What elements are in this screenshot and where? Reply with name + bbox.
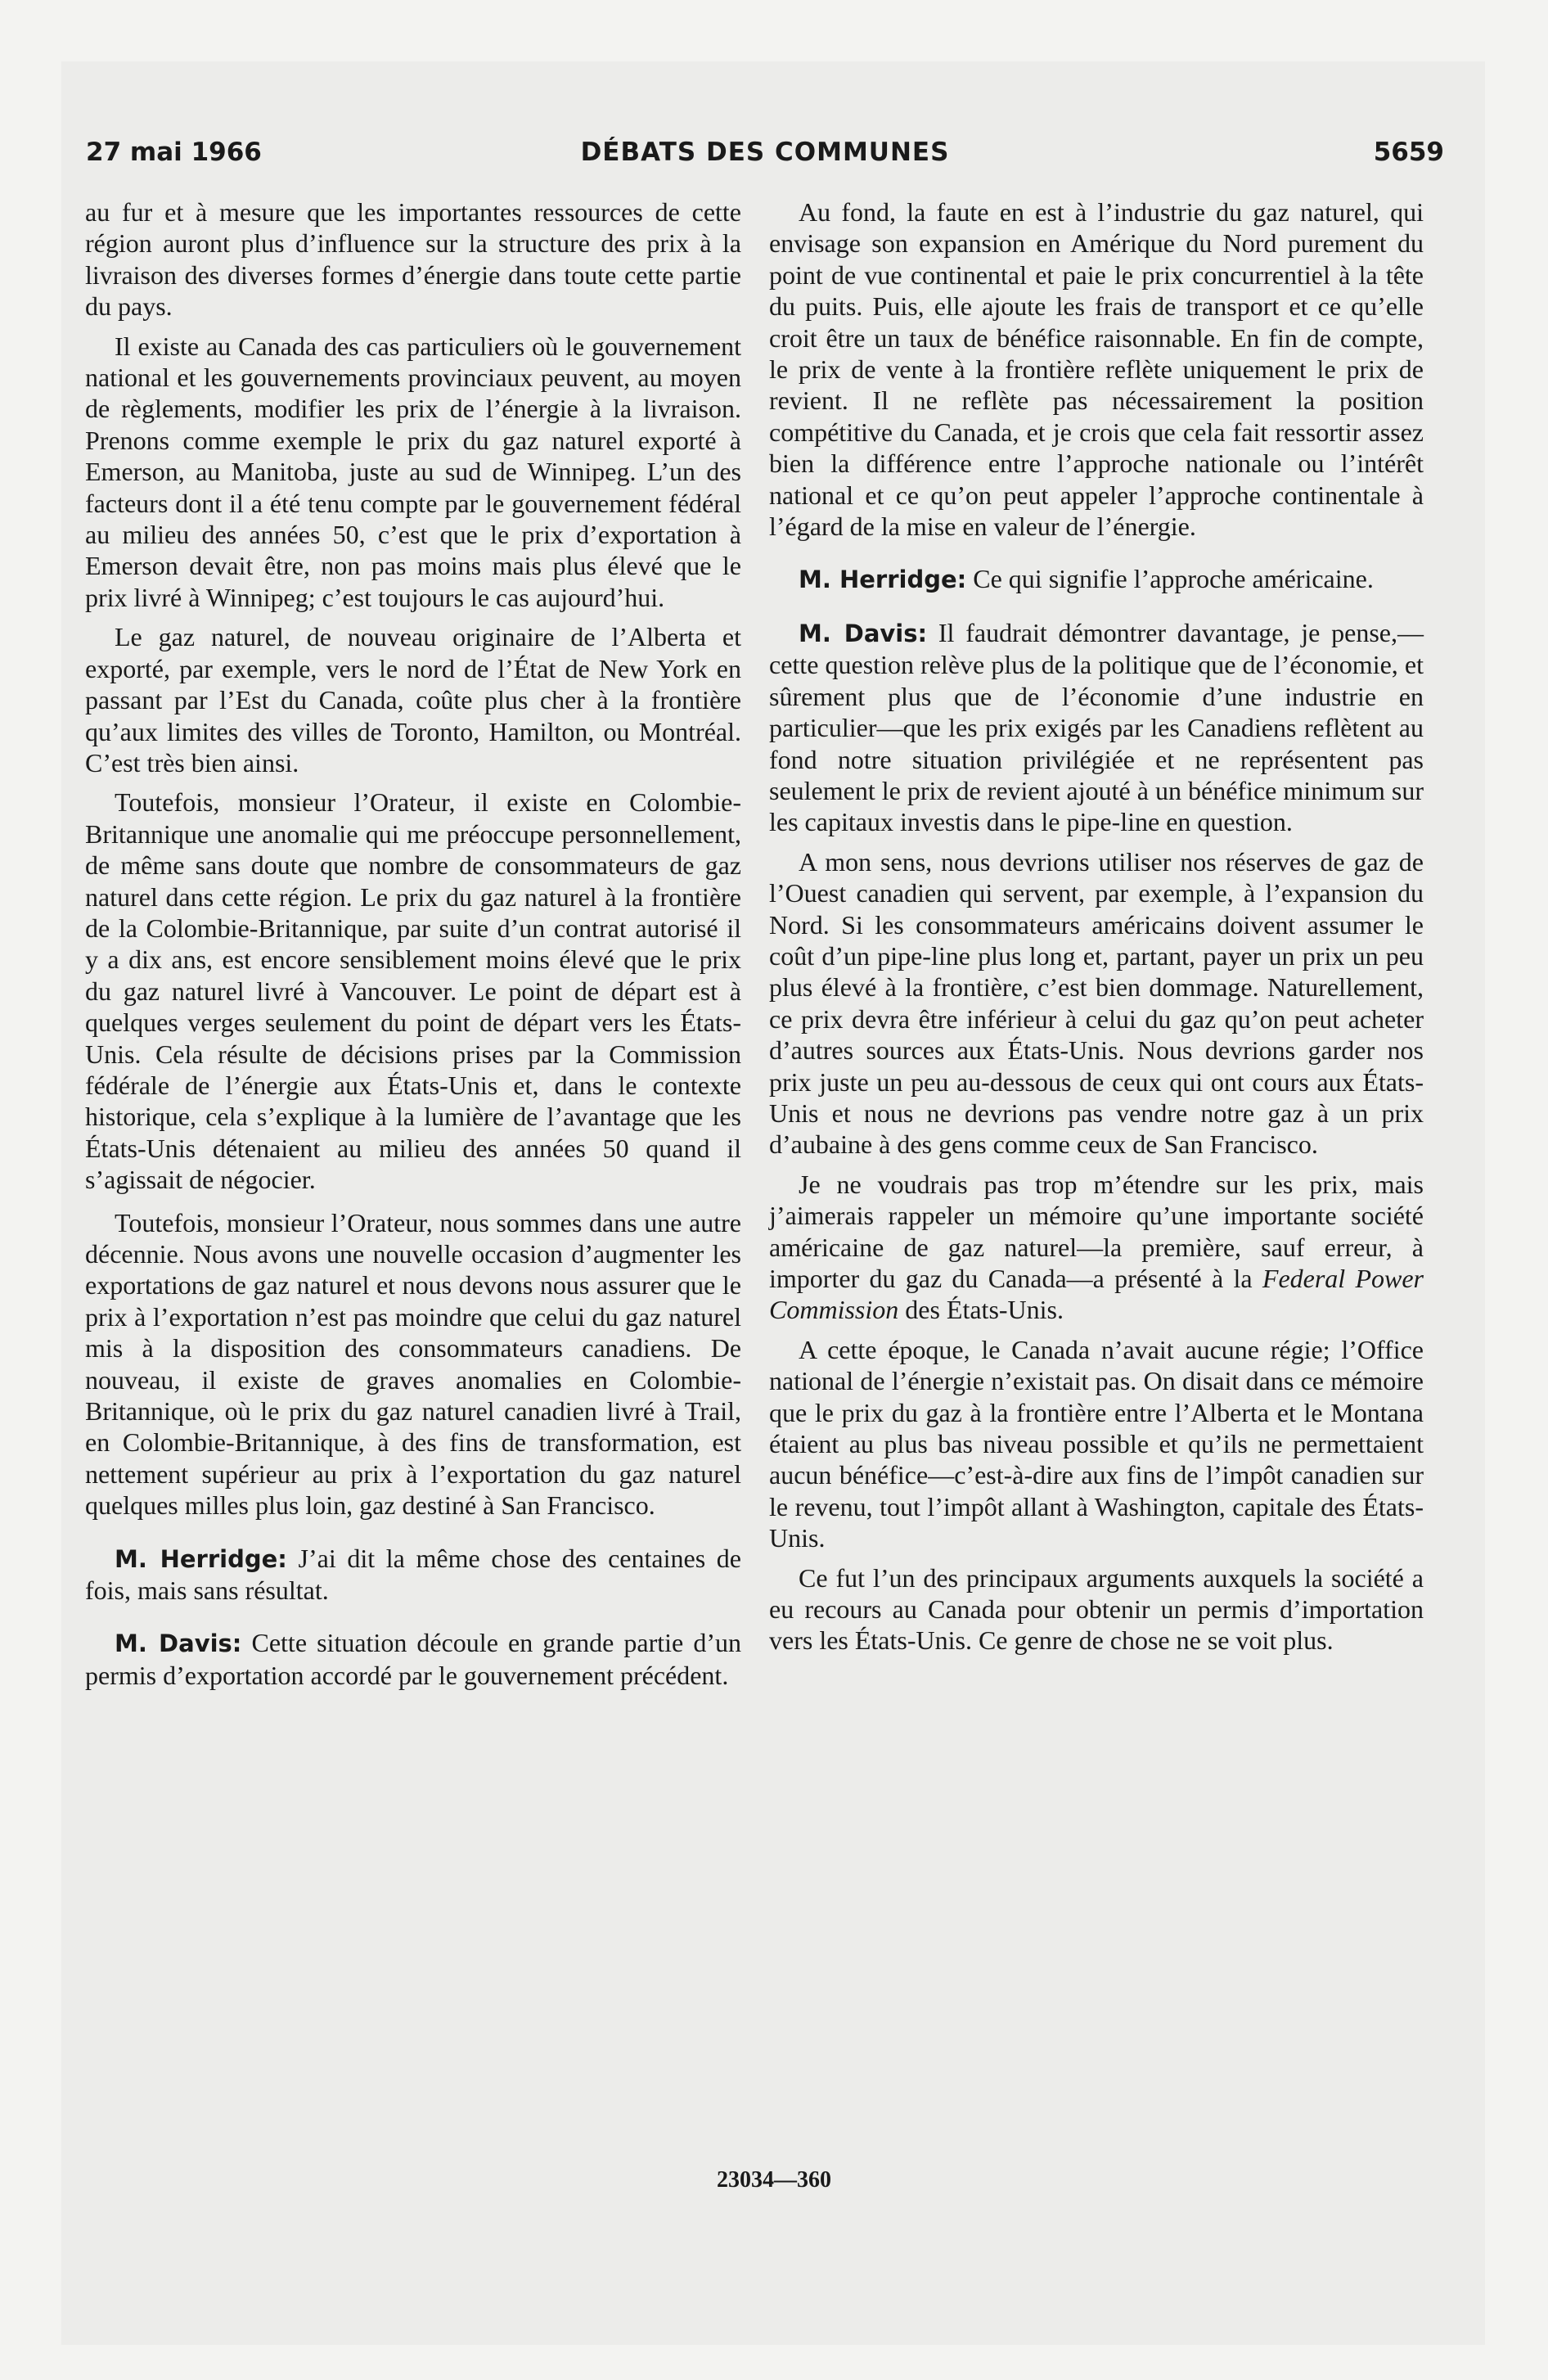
header-page-number: 5659 xyxy=(1373,137,1444,167)
header-title: DÉBATS DES COMMUNES xyxy=(580,137,950,167)
page-header xyxy=(86,137,1444,177)
speech-text: Ce qui signifie l’approche américaine. xyxy=(966,564,1374,594)
paragraph xyxy=(769,1169,1424,1326)
paragraph: A mon sens, nous devrions utiliser nos réserves de gaz de l’Ouest canadien qui servent, par exemple, à l’expansion du Nord. Si les consommateurs américains doivent assumer le coût d’un pipe-line plus long et, partant, payer un prix un peu plus élevé à la frontière, c’est bien dommage. Naturellement, ce prix devra être inférieur à celui du gaz qu’on peut acheter d’autres sources aux États-Unis. Nous devrions garder nos prix juste un peu au-dessous de ceux qui ont cours aux États-Unis et nous ne devrions pas vendre notre gaz à un prix d’aubaine à des gens comme ceux de San Francisco. xyxy=(769,846,1424,1160)
paragraph: Il existe au Canada des cas particuliers où le gouvernement national et les gouvernements provinciaux peuvent, au moyen de règlements, modifier les prix de l’énergie à la livraison. Prenons comme exemple le prix du gaz naturel exporté à Emerson, au Manitoba, juste au sud de Winnipeg. L’un des facteurs dont il a été tenu compte par le gouvernement fédéral au milieu des années 50, c’est que le prix d’exportation à Emerson devait être, non pas moins mais plus élevé que le prix livré à Winnipeg; c’est toujours le cas aujourd’hui. xyxy=(85,331,741,612)
header-date: 27 mai 1966 xyxy=(86,137,262,167)
paragraph-text: Je ne voudrais pas trop m’étendre sur les prix, mais j’aimerais rappeler un mémoire qu’une importante société américaine de gaz naturel—la première, sauf erreur, à importer du gaz du Canada—a présenté à la xyxy=(769,1169,1424,1293)
speaker-paragraph xyxy=(769,563,1424,595)
speech-text: Cette situation découle en grande partie d’un permis d’exportation accordé par le gouvernement précédent. xyxy=(85,1628,741,1690)
italic-agency-name: Federal Power Commission xyxy=(769,1264,1424,1325)
speaker-paragraph xyxy=(769,617,1424,838)
paragraph: A cette époque, le Canada n’avait aucune régie; l’Office national de l’énergie n’existait pas. On disait dans ce mémoire que le prix du gaz à la frontière entre l’Alberta et le Montana étaient au plus bas niveau possible et qu’ils ne permettaient aucun bénéfice—c’est-à-dire aux fins de l’impôt canadien sur le revenu, tout l’impôt allant à Washington, capitale des États-Unis. xyxy=(769,1334,1424,1553)
speaker-name: M. Herridge: xyxy=(115,1544,287,1573)
paragraph: Toutefois, monsieur l’Orateur, il existe en Colombie-Britannique une anomalie qui me préoccupe personnellement, de même sans doute que nombre de consommateurs de gaz naturel dans cette région. Le prix du gaz naturel à la frontière de la Colombie-Britannique, par suite d’un contrat autorisé il y a dix ans, est encore sensiblement moins élevé que le prix du gaz naturel livré à Vancouver. Le point de départ est à quelques verges seulement du point de départ vers les États-Unis. Cela résulte de décisions prises par la Commission fédérale de l’énergie aux États-Unis et, dans le contexte historique, cela s’explique à la lumière de l’avantage que les États-Unis détenaient au milieu des années 50 quand il s’agissait de négocier. xyxy=(85,787,741,1195)
speaker-name: M. Davis: xyxy=(799,619,928,647)
paragraph: Toutefois, monsieur l’Orateur, nous sommes dans une autre décennie. Nous avons une nouvelle occasion d’augmenter les exportations de gaz naturel et nous devons nous assurer que le prix à l’exportation n’est pas moindre que celui du gaz naturel mis à la disposition des consommateurs canadiens. De nouveau, il existe de graves anomalies en Colombie-Britannique, où le prix du gaz naturel canadien livré à Trail, en Colombie-Britannique, à des fins de transformation, est nettement supérieur au prix à l’exportation du gaz naturel quelques milles plus loin, gaz destiné à San Francisco. xyxy=(85,1207,741,1521)
paragraph: Ce fut l’un des principaux arguments auxquels la société a eu recours au Canada pour obtenir un permis d’importation vers les États-Unis. Ce genre de chose ne se voit plus. xyxy=(769,1562,1424,1656)
page-footer-code: 23034—360 xyxy=(717,2167,831,2193)
speaker-name: M. Herridge: xyxy=(799,566,967,594)
paragraph: au fur et à mesure que les importantes ressources de cette région auront plus d’influence sur la structure des prix à la livraison des diverses formes d’énergie dans toute cette partie du pays. xyxy=(85,197,741,322)
speaker-paragraph xyxy=(85,1543,741,1607)
speech-text: J’ai dit la même chose des centaines de fois, mais sans résultat. xyxy=(85,1543,741,1606)
speaker-paragraph xyxy=(85,1627,741,1691)
paragraph: Au fond, la faute en est à l’industrie du gaz naturel, qui envisage son expansion en Amérique du Nord purement du point de vue continental et paie le prix concurrentiel à la tête du puits. Puis, elle ajoute les frais de transport et ce qu’elle croit être un taux de bénéfice raisonnable. En fin de compte, le prix de vente à la frontière reflète uniquement le prix de revient. Il ne reflète pas nécessairement la position compétitive du Canada, et je crois que cela fait ressortir assez bien la différence entre l’approche nationale ou l’intérêt national et ce qu’on peut appeler l’approche continentale à l’égard de la mise en valeur de l’énergie. xyxy=(769,197,1424,542)
paragraph: Le gaz naturel, de nouveau originaire de l’Alberta et exporté, par exemple, vers le nord de l’État de New York en passant par l’Est du Canada, coûte plus cher à la frontière qu’aux limites des villes de Toronto, Hamilton, ou Montréal. C’est très bien ainsi. xyxy=(85,622,741,778)
left-column xyxy=(85,196,741,1699)
speech-text: Il faudrait démontrer davantage, je pense,—cette question relève plus de la politique que de l’économie, et sûrement plus que de l’économie d’une industrie en particulier—que les prix exigés par les Canadiens reflètent au fond notre situation privilégiée et ne représentent pas seulement le prix de revient ajouté à un bénéfice minimum sur les capitaux investis dans le pipe-line en question. xyxy=(769,617,1424,837)
paragraph-text: des États-Unis. xyxy=(898,1295,1064,1325)
speaker-name: M. Davis: xyxy=(115,1629,242,1658)
right-column xyxy=(769,196,1424,1665)
